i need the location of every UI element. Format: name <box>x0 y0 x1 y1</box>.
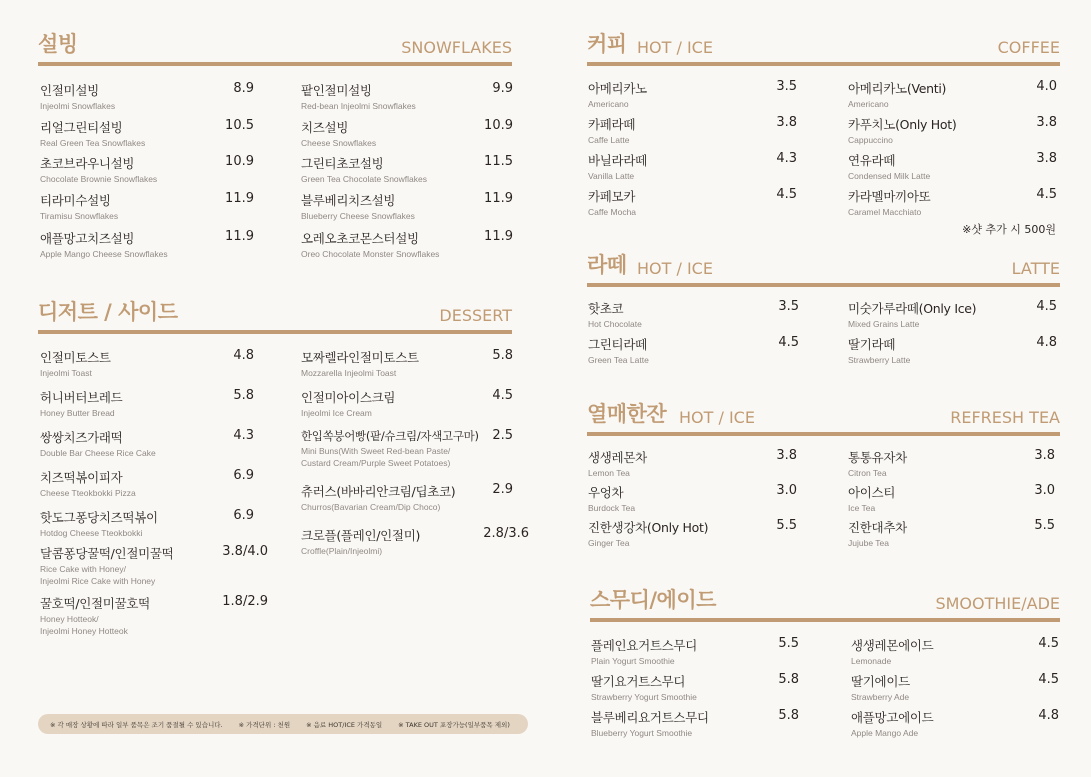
footer-note: ※ 음료 HOT/ICE 가격동일 <box>306 720 383 729</box>
item-name: 츄러스(바바리안크림/딥초코) <box>301 484 456 499</box>
item-name-en: Oreo Chocolate Monster Snowflakes <box>301 249 440 259</box>
item-price: 9.9 <box>492 81 513 96</box>
section-coffee <box>587 30 1060 66</box>
item-name: 오레오초코몬스터설빙 <box>301 231 419 246</box>
menu-item <box>301 191 513 222</box>
menu-item <box>848 335 1057 366</box>
item-name: 카페모카 <box>588 189 636 204</box>
menu-item <box>40 229 254 260</box>
item-price: 4.3 <box>233 428 254 443</box>
item-name-en: Honey Butter Bread <box>40 408 115 418</box>
item-name-en: Plain Yogurt Smoothie <box>591 656 675 666</box>
item-price: 4.8 <box>1038 708 1059 723</box>
menu-item <box>588 518 797 549</box>
item-price: 2.8/3.6 <box>483 526 529 541</box>
item-name: 인절미토스트 <box>40 350 111 365</box>
item-name: 팥인절미설빙 <box>301 83 372 98</box>
item-name-en: Cheese Snowflakes <box>301 138 377 148</box>
item-name: 인절미설빙 <box>40 83 99 98</box>
item-name: 카페라떼 <box>588 117 636 132</box>
item-name-en: Americano <box>588 99 629 109</box>
menu-item <box>591 636 799 667</box>
footer-note: ※ TAKE OUT 포장가능(일부품목 제외) <box>398 720 510 729</box>
item-name-en: Cheese Tteokbokki Pizza <box>40 488 136 498</box>
menu-item <box>588 151 797 182</box>
item-name: 통통유자차 <box>848 450 907 465</box>
shot-note: ※샷 추가 시 500원 <box>962 223 1056 236</box>
section-subtitle: HOT / ICE <box>637 259 713 278</box>
menu-item <box>40 508 254 539</box>
item-price: 5.8 <box>492 348 513 363</box>
section-title-en: COFFEE <box>997 38 1060 57</box>
menu-item <box>588 79 797 110</box>
item-name: 플레인요거트스무디 <box>591 638 697 653</box>
item-name-en: Blueberry Cheese Snowflakes <box>301 211 415 221</box>
section-header <box>38 298 512 334</box>
item-name-en: Croffle(Plain/Injeolmi) <box>301 546 383 556</box>
item-price: 4.5 <box>1038 636 1059 651</box>
menu-item <box>851 708 1059 739</box>
section-title: 커피 <box>587 32 627 56</box>
item-name: 인절미아이스크림 <box>301 390 396 405</box>
item-price: 11.9 <box>225 229 254 244</box>
item-name-en: Condensed Milk Latte <box>848 171 931 181</box>
menu-item <box>848 187 1057 218</box>
item-name-en: Jujube Tea <box>848 538 889 548</box>
item-name: 진한생강차(Only Hot) <box>588 520 709 535</box>
item-name-en: Lemonade <box>851 656 892 666</box>
menu-item <box>301 348 513 379</box>
menu-item <box>40 191 254 222</box>
item-name-en: Honey Hotteok/ <box>40 614 99 624</box>
item-price: 5.5 <box>1034 518 1055 533</box>
section-title-en: LATTE <box>1011 259 1060 278</box>
section-title: 라떼 <box>587 253 627 277</box>
item-name: 애플망고치즈설빙 <box>40 231 135 246</box>
item-price: 5.5 <box>776 518 797 533</box>
item-name: 카푸치노(Only Hot) <box>848 117 957 132</box>
section-title: 설빙 <box>38 32 78 56</box>
item-price: 10.9 <box>484 118 513 133</box>
item-price: 3.0 <box>1034 483 1055 498</box>
item-name-en: Burdock Tea <box>588 503 636 513</box>
menu-item <box>591 708 799 739</box>
item-name-en: Rice Cake with Honey/ <box>40 564 126 574</box>
item-name: 꿀호떡/인절미꿀호떡 <box>40 596 150 611</box>
item-price: 11.5 <box>484 154 513 169</box>
menu-item <box>40 81 254 112</box>
item-name: 티라미수설빙 <box>40 193 111 208</box>
item-name-en: Green Tea Chocolate Snowflakes <box>301 174 428 184</box>
footer-note: ※ 각 매장 상황에 따라 일부 품목은 조기 품절될 수 있습니다. <box>50 720 223 729</box>
item-price: 8.9 <box>233 81 254 96</box>
item-name: 블루베리요거트스무디 <box>591 710 709 725</box>
section-refresh-tea <box>587 400 1060 436</box>
menu-item <box>40 428 254 459</box>
item-price: 2.9 <box>492 482 513 497</box>
item-name-en: Vanilla Latte <box>588 171 635 181</box>
item-price: 11.9 <box>484 229 513 244</box>
section-subtitle: HOT / ICE <box>637 38 713 57</box>
section-bingsu <box>38 30 512 66</box>
section-header <box>38 30 512 66</box>
item-name: 카라멜마끼아또 <box>848 189 931 204</box>
item-name: 달콤퐁당꿀떡/인절미꿀떡 <box>40 546 174 561</box>
item-name: 우엉차 <box>588 485 624 500</box>
item-name-en: Chocolate Brownie Snowflakes <box>40 174 158 184</box>
item-name-en-line2: Injeolmi Honey Hotteok <box>40 626 128 636</box>
item-name-en-line2: Injeolmi Rice Cake with Honey <box>40 576 156 586</box>
menu-item <box>301 428 513 469</box>
item-name: 핫도그퐁당치즈떡볶이 <box>40 510 158 525</box>
item-price: 11.9 <box>484 191 513 206</box>
item-price: 6.9 <box>233 508 254 523</box>
item-price: 3.5 <box>776 79 797 94</box>
item-name: 애플망고에이드 <box>851 710 934 725</box>
item-name-en: Apple Mango Cheese Snowflakes <box>40 249 168 259</box>
item-price: 3.8/4.0 <box>222 544 268 559</box>
item-price: 11.9 <box>225 191 254 206</box>
item-name-en: Injeolmi Snowflakes <box>40 101 116 111</box>
menu-item <box>588 299 799 330</box>
menu-item <box>301 154 513 185</box>
section-title-en: SMOOTHIE/ADE <box>935 594 1060 613</box>
menu-item <box>851 672 1059 703</box>
menu-item <box>40 348 254 379</box>
item-name-en: Caramel Macchiato <box>848 207 922 217</box>
section-title-en: REFRESH TEA <box>950 408 1060 427</box>
menu-item <box>301 118 513 149</box>
item-name-en: Mozzarella Injeolmi Toast <box>301 368 397 378</box>
item-price: 4.5 <box>492 388 513 403</box>
section-title: 디저트 / 사이드 <box>38 300 178 324</box>
section-dessert <box>38 298 512 334</box>
menu-item <box>591 672 799 703</box>
item-name-en: Strawberry Latte <box>848 355 911 365</box>
item-name: 리얼그린티설빙 <box>40 120 123 135</box>
item-price: 4.5 <box>1036 187 1057 202</box>
item-name: 연유라떼 <box>848 153 896 168</box>
menu-item <box>40 118 254 149</box>
menu-item <box>588 448 797 479</box>
item-name: 모짜렐라인절미토스트 <box>301 350 419 365</box>
menu-item <box>301 229 513 260</box>
item-name: 블루베리치즈설빙 <box>301 193 396 208</box>
menu-item <box>588 187 797 218</box>
item-price: 3.0 <box>776 483 797 498</box>
menu-item <box>848 115 1057 146</box>
item-name-en: Citron Tea <box>848 468 887 478</box>
footer-note: ※ 가격단위 : 천원 <box>238 720 291 729</box>
item-name-en: Caffe Latte <box>588 135 630 145</box>
section-smoothie <box>590 586 1060 622</box>
item-price: 3.8 <box>1036 115 1057 130</box>
item-name: 쌍쌍치즈가래떡 <box>40 430 123 445</box>
section-title: 열매한잔 <box>587 402 667 426</box>
menu-item <box>848 79 1057 110</box>
item-name-en-line2: Custard Cream/Purple Sweet Potatoes) <box>301 458 451 468</box>
menu-item <box>848 299 1057 330</box>
menu-item <box>40 544 268 587</box>
section-latte <box>587 251 1060 287</box>
menu-item <box>851 636 1059 667</box>
section-title: 스무디/에이드 <box>590 588 716 612</box>
section-header <box>587 400 1060 436</box>
item-price: 6.9 <box>233 468 254 483</box>
item-name: 미숫가루라떼(Only Ice) <box>848 301 977 316</box>
item-name-en: Strawberry Yogurt Smoothie <box>591 692 697 702</box>
item-name: 딸기라떼 <box>848 337 896 352</box>
item-name: 아이스티 <box>848 485 896 500</box>
section-title-en: DESSERT <box>439 306 512 325</box>
item-price: 3.8 <box>1036 151 1057 166</box>
item-name: 아메리카노 <box>588 81 647 96</box>
item-price: 4.8 <box>1036 335 1057 350</box>
item-name-en: Cappuccino <box>848 135 893 145</box>
menu-item <box>40 594 268 637</box>
item-price: 4.0 <box>1036 79 1057 94</box>
item-name-en: Ginger Tea <box>588 538 630 548</box>
item-name-en: Green Tea Latte <box>588 355 649 365</box>
item-name: 치즈떡볶이피자 <box>40 470 123 485</box>
menu-item <box>848 483 1055 514</box>
menu-item <box>588 483 797 514</box>
item-name-en: Apple Mango Ade <box>851 728 919 738</box>
menu-item <box>40 468 254 499</box>
item-name: 진한대추차 <box>848 520 907 535</box>
section-header <box>587 251 1060 287</box>
item-price: 5.8 <box>778 672 799 687</box>
item-price: 4.5 <box>776 187 797 202</box>
item-price: 10.5 <box>225 118 254 133</box>
item-name: 아메리카노(Venti) <box>848 81 947 96</box>
item-name-en: Tiramisu Snowflakes <box>40 211 119 221</box>
menu-item <box>40 388 254 419</box>
item-price: 3.5 <box>778 299 799 314</box>
item-name-en: Strawberry Ade <box>851 692 910 702</box>
item-name: 딸기요거트스무디 <box>591 674 686 689</box>
item-name-en: Double Bar Cheese Rice Cake <box>40 448 156 458</box>
item-price: 5.8 <box>233 388 254 403</box>
item-name-en: Lemon Tea <box>588 468 630 478</box>
item-name-en: Injeolmi Toast <box>40 368 92 378</box>
item-name: 한입쏙붕어빵(팥/슈크림/자색고구마) <box>301 429 479 443</box>
item-price: 4.5 <box>778 335 799 350</box>
item-name-en: Mixed Grains Latte <box>848 319 920 329</box>
section-header <box>587 30 1060 66</box>
menu-item <box>848 448 1055 479</box>
item-price: 4.8 <box>233 348 254 363</box>
menu-item <box>301 81 513 112</box>
item-name: 생생레몬에이드 <box>851 638 934 653</box>
item-name: 허니버터브레드 <box>40 390 123 405</box>
item-name: 그린티라떼 <box>588 337 647 352</box>
item-name: 생생레몬차 <box>588 450 647 465</box>
item-price: 2.5 <box>492 428 513 443</box>
item-price: 5.5 <box>778 636 799 651</box>
item-price: 5.8 <box>778 708 799 723</box>
menu-item <box>301 526 529 557</box>
item-name: 그린티초코설빙 <box>301 156 384 171</box>
item-name-en: Hotdog Cheese Tteokbokki <box>40 528 143 538</box>
item-name-en: Injeolmi Ice Cream <box>301 408 372 418</box>
item-name: 핫초코 <box>588 301 624 316</box>
menu-item <box>848 151 1057 182</box>
item-name-en: Churros(Bavarian Cream/Dip Choco) <box>301 502 441 512</box>
item-price: 3.8 <box>776 448 797 463</box>
section-title-en: SNOWFLAKES <box>401 38 512 57</box>
item-name: 바닐라라떼 <box>588 153 647 168</box>
item-price: 4.3 <box>776 151 797 166</box>
item-name-en: Caffe Mocha <box>588 207 637 217</box>
item-name-en: Hot Chocolate <box>588 319 642 329</box>
item-name: 초코브라우니설빙 <box>40 156 135 171</box>
item-price: 3.8 <box>1034 448 1055 463</box>
menu-item <box>588 335 799 366</box>
item-name-en: Real Green Tea Snowflakes <box>40 138 146 148</box>
footer-notes <box>38 714 528 734</box>
menu-item <box>588 115 797 146</box>
menu-item <box>301 482 513 513</box>
menu-item <box>848 518 1055 549</box>
section-header <box>590 586 1060 622</box>
item-name: 딸기에이드 <box>851 674 910 689</box>
item-name: 치즈설빙 <box>301 120 349 135</box>
menu-item <box>40 154 254 185</box>
item-name: 크로플(플레인/인절미) <box>301 528 421 543</box>
item-name-en: Ice Tea <box>848 503 876 513</box>
item-price: 4.5 <box>1038 672 1059 687</box>
section-subtitle: HOT / ICE <box>679 408 755 427</box>
item-price: 3.8 <box>776 115 797 130</box>
item-price: 4.5 <box>1036 299 1057 314</box>
item-name-en: Blueberry Yogurt Smoothie <box>591 728 693 738</box>
item-price: 10.9 <box>225 154 254 169</box>
item-price: 1.8/2.9 <box>222 594 268 609</box>
item-name-en: Americano <box>848 99 889 109</box>
item-name-en: Mini Buns(With Sweet Red-bean Paste/ <box>301 446 451 456</box>
item-name-en: Red-bean Injeolmi Snowflakes <box>301 101 416 111</box>
menu-item <box>301 388 513 419</box>
